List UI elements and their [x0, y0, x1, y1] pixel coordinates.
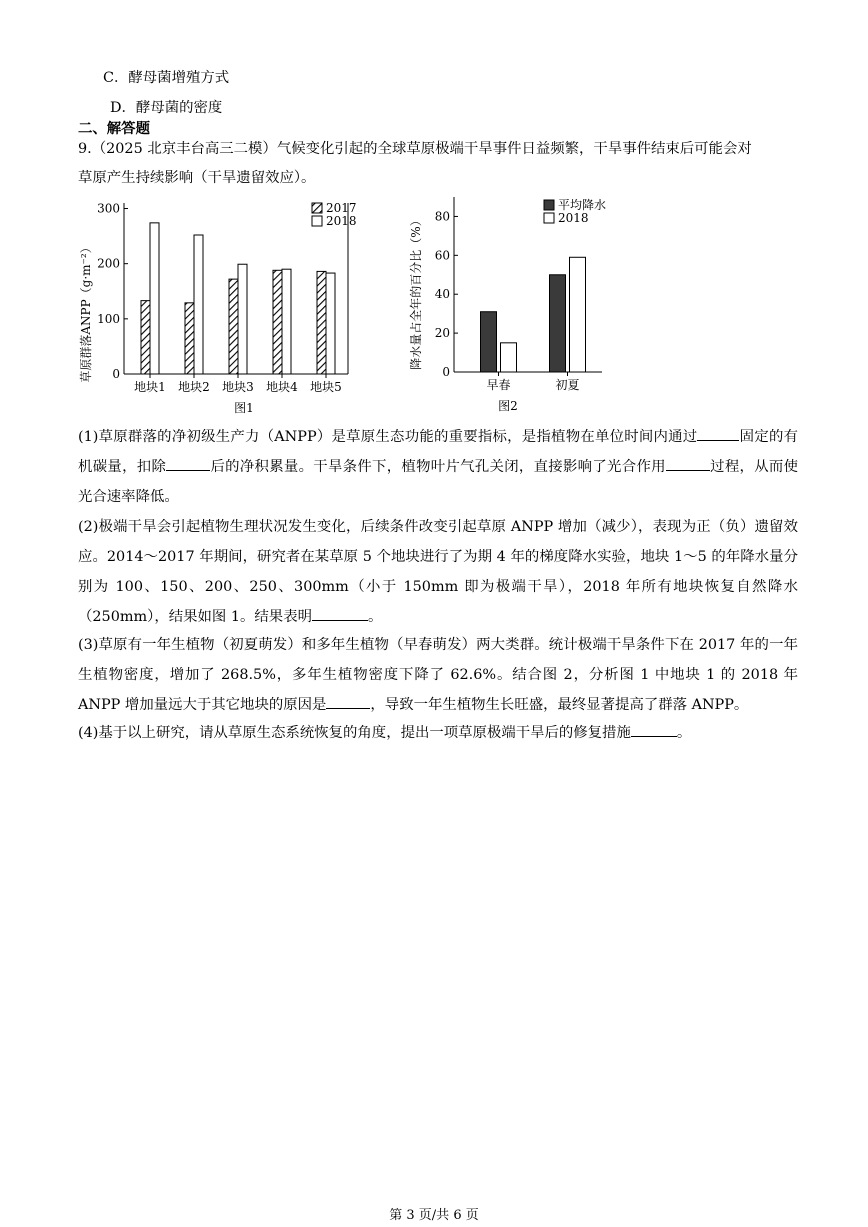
y-tick-label: 200	[97, 256, 120, 271]
part-4-text-b: 。	[676, 725, 692, 741]
y-tick-label: 0	[442, 365, 450, 379]
answer-blank-5[interactable]	[326, 694, 370, 709]
figure-2-chart	[404, 194, 624, 420]
section-title: 二、解答题	[78, 120, 150, 137]
bar-2017-地块4	[273, 270, 282, 374]
x-tick-label: 早春	[486, 378, 511, 392]
bar-2017-地块1	[141, 301, 150, 374]
x-tick-label: 地块5	[310, 380, 342, 394]
bar-平均降水-早春	[481, 312, 497, 372]
x-tick-label: 地块3	[222, 380, 254, 394]
question-stem-line1: 9.（2025 北京丰台高三二模）气候变化引起的全球草原极端干旱事件日益频繁，干旱事件结束后可能会对	[78, 141, 752, 157]
y-tick-label: 100	[97, 311, 120, 326]
y-tick-label: 20	[434, 326, 450, 341]
bar-2018-早春	[501, 343, 517, 372]
part-3-text-b: ，导致一年生植物生长旺盛，最终显著提高了群落 ANPP。	[370, 697, 749, 713]
part-1-text-b: 固定的有机碳量，扣除	[78, 429, 798, 475]
x-tick-label: 初夏	[555, 378, 580, 392]
legend-label: 2018	[326, 214, 357, 228]
part-2	[78, 512, 798, 632]
fig2-caption: 图2	[498, 399, 518, 413]
part-2-text-a: (2)极端干旱会引起植物生理状况发生变化，后续条件改变引起草原 ANPP 增加（减少），表现为正（负）遗留效应。2014～2017 年期间，研究者在某草原 5 个地块进行了为期 4 年的梯度降水实验，地块 1～5 的年降水量分别为 100、150、200、250、300mm（小于 150mm 即为极端干旱），2018 年所有地块恢复自然降水（250mm），结果如图 1。结果表明	[78, 519, 798, 625]
x-tick-label: 地块2	[178, 380, 210, 394]
answer-blank-6[interactable]	[631, 722, 677, 737]
fig1-ylabel: 草原群落ANPP（g·m⁻²）	[79, 241, 93, 383]
legend-swatch-平均降水	[544, 200, 554, 210]
legend-swatch-2018	[312, 216, 322, 226]
bar-2017-地块3	[229, 279, 238, 374]
fig2-ylabel: 降水量占全年的百分比（%）	[409, 214, 423, 370]
answer-blank-4[interactable]	[312, 606, 368, 621]
part-1	[78, 422, 798, 512]
x-tick-label: 地块1	[134, 380, 166, 394]
y-tick-label: 80	[434, 209, 450, 224]
legend-label: 2018	[558, 211, 589, 225]
x-tick-label: 地块4	[266, 380, 298, 394]
part-4-text-a: (4)基于以上研究，请从草原生态系统恢复的角度，提出一项草原极端干旱后的修复措施	[78, 725, 631, 741]
legend-swatch-2018	[544, 213, 554, 223]
answer-blank-3[interactable]	[666, 456, 710, 471]
question-stem-line2: 草原产生持续影响（干旱遗留效应）。	[78, 170, 316, 186]
y-tick-label: 40	[434, 287, 450, 302]
part-1-text-a: (1)草原群落的净初级生产力（ANPP）是草原生态功能的重要指标，是指植物在单位时间内通过	[78, 429, 698, 445]
bar-2017-地块5	[317, 271, 326, 374]
part-3-text-a: (3)草原有一年生植物（初夏萌发）和多年生植物（早春萌发）两大类群。统计极端干旱条件下在 2017 年的一年生植物密度，增加了 268.5%，多年生植物密度下降了 62.6%。结合图 2，分析图 1 中地块 1 的 2018 年 ANPP 增加量远大于其它地块的原因是	[78, 637, 798, 713]
option-c: C．酵母菌增殖方式	[103, 70, 230, 86]
option-d: D．酵母菌的密度	[110, 100, 223, 116]
bar-2018-地块4	[282, 269, 291, 374]
y-tick-label: 0	[112, 367, 120, 381]
bar-2018-地块5	[326, 273, 335, 374]
fig1-caption: 图1	[234, 401, 254, 415]
page-footer: 第 3 页/共 6 页	[389, 1208, 479, 1223]
bar-2018-地块1	[150, 223, 159, 374]
bar-2018-初夏	[570, 257, 586, 372]
answer-blank-1[interactable]	[697, 426, 739, 441]
legend-label: 平均降水	[558, 198, 607, 212]
y-tick-label: 300	[97, 201, 120, 216]
bar-2018-地块3	[238, 264, 247, 374]
part-3	[78, 630, 798, 720]
part-1-text-c: 后的净积累量。干旱条件下，植物叶片气孔关闭，直接影响了光合作用	[210, 459, 666, 475]
legend-swatch-2017	[312, 203, 322, 213]
part-1-text-d: 过程，从而使光合速率降低。	[78, 459, 798, 505]
bar-平均降水-初夏	[550, 275, 566, 372]
figure-1-chart	[76, 194, 376, 420]
part-4	[78, 718, 798, 748]
bar-2018-地块2	[194, 235, 203, 374]
y-tick-label: 60	[434, 248, 450, 263]
part-2-text-b: 。	[367, 609, 383, 625]
answer-blank-2[interactable]	[166, 456, 210, 471]
legend-label: 2017	[326, 201, 357, 215]
bar-2017-地块2	[185, 303, 194, 374]
